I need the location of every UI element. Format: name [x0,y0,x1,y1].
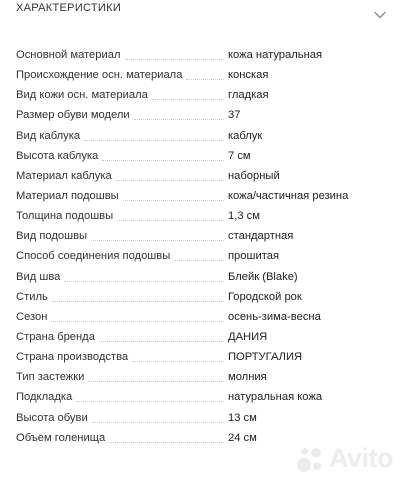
spec-row [16,166,396,186]
dotted-leader [116,180,224,181]
spec-value: ПОРТУГАЛИЯ [228,351,303,364]
spec-row [16,85,396,105]
dotted-leader [102,160,224,161]
section-title: ХАРАКТЕРИСТИКИ [16,2,122,14]
spec-value: молния [228,371,267,384]
spec-row [16,287,396,307]
spec-row [16,246,396,266]
spec-value: прошитая [228,250,280,263]
spec-label: Вид шва [16,270,61,283]
dotted-leader [51,321,224,322]
spec-label: Высота обуви [16,411,88,424]
spec-row [16,45,396,65]
specs-list [16,45,396,448]
spec-label: Материал подошвы [16,190,119,203]
spec-label: Страна производства [16,351,129,364]
spec-label: Способ соединения подошвы [16,250,171,263]
spec-value: Городской рок [228,290,302,303]
spec-label-cell [16,411,228,425]
spec-value: наборный [228,169,280,182]
dotted-leader [125,59,224,60]
avito-logo-icon [295,444,325,474]
spec-value: каблук [228,129,263,142]
spec-label-cell [16,88,228,102]
spec-value: гладкая [228,89,269,102]
spec-value: ДАНИЯ [228,331,268,344]
spec-label-cell [16,129,228,143]
spec-label-cell [16,68,228,82]
spec-label: Вид каблука [16,129,81,142]
spec-row [16,347,396,367]
dotted-leader [174,260,224,261]
spec-label-cell [16,431,228,445]
spec-label-cell [16,249,228,263]
spec-value: 7 см [228,149,251,162]
spec-value: осень-зима-весна [228,310,321,323]
spec-label: Основной материал [16,49,121,62]
spec-label-cell [16,330,228,344]
spec-row [16,186,396,206]
spec-row [16,327,396,347]
spec-label-cell [16,48,228,62]
spec-row [16,126,396,146]
watermark-text: Avito [329,443,393,473]
spec-value: натуральная кожа [228,391,323,404]
dotted-leader [123,200,224,201]
spec-label: Стиль [16,290,48,303]
spec-label: Объем голенища [16,431,106,444]
spec-value: конская [228,69,269,82]
dotted-leader [52,301,224,302]
spec-value: 37 [228,109,241,122]
spec-label-cell [16,310,228,324]
dotted-leader [152,99,224,100]
spec-label-cell [16,350,228,364]
dotted-leader [84,140,224,141]
dotted-leader [91,240,224,241]
spec-label: Сезон [16,310,48,323]
spec-label: Страна бренда [16,331,95,344]
spec-value: кожа/частичная резина [228,190,349,203]
dotted-leader [186,79,224,80]
dotted-leader [99,341,224,342]
spec-row [16,408,396,428]
spec-label: Толщина подошвы [16,210,114,223]
spec-value: кожа натуральная [228,49,323,62]
spec-value: 24 см [228,431,257,444]
spec-label-cell [16,229,228,243]
spec-row [16,267,396,287]
spec-row [16,367,396,387]
spec-row [16,206,396,226]
spec-row [16,387,396,407]
spec-label: Вид кожи осн. материала [16,89,148,102]
spec-label-cell [16,370,228,384]
dotted-leader [132,361,224,362]
spec-label: Вид подошвы [16,230,88,243]
spec-label: Тип застежки [16,371,85,384]
chevron-down-icon[interactable] [373,8,387,22]
spec-row [16,307,396,327]
spec-label-cell [16,169,228,183]
dotted-leader [117,220,224,221]
spec-value: 13 см [228,411,257,424]
dotted-leader [64,281,224,282]
spec-label-cell [16,189,228,203]
spec-label-cell [16,209,228,223]
spec-label-cell [16,149,228,163]
spec-label: Происхождение осн. материала [16,69,183,82]
characteristics-section-header[interactable] [0,0,403,30]
spec-label: Подкладка [16,391,73,404]
dotted-leader [76,401,224,402]
spec-label-cell [16,108,228,122]
spec-row [16,65,396,85]
avito-watermark [295,443,393,474]
spec-label: Материал каблука [16,169,112,182]
spec-value: 1,3 см [228,210,260,223]
spec-value: стандартная [228,230,294,243]
spec-label: Высота каблука [16,149,99,162]
dotted-leader [92,422,224,423]
dotted-leader [88,381,224,382]
spec-label-cell [16,290,228,304]
spec-row [16,105,396,125]
spec-row [16,226,396,246]
dotted-leader [134,119,224,120]
spec-row [16,146,396,166]
spec-label: Размер обуви модели [16,109,130,122]
spec-value: Блейк (Blake) [228,270,298,283]
dotted-leader [109,442,224,443]
spec-label-cell [16,390,228,404]
spec-label-cell [16,270,228,284]
